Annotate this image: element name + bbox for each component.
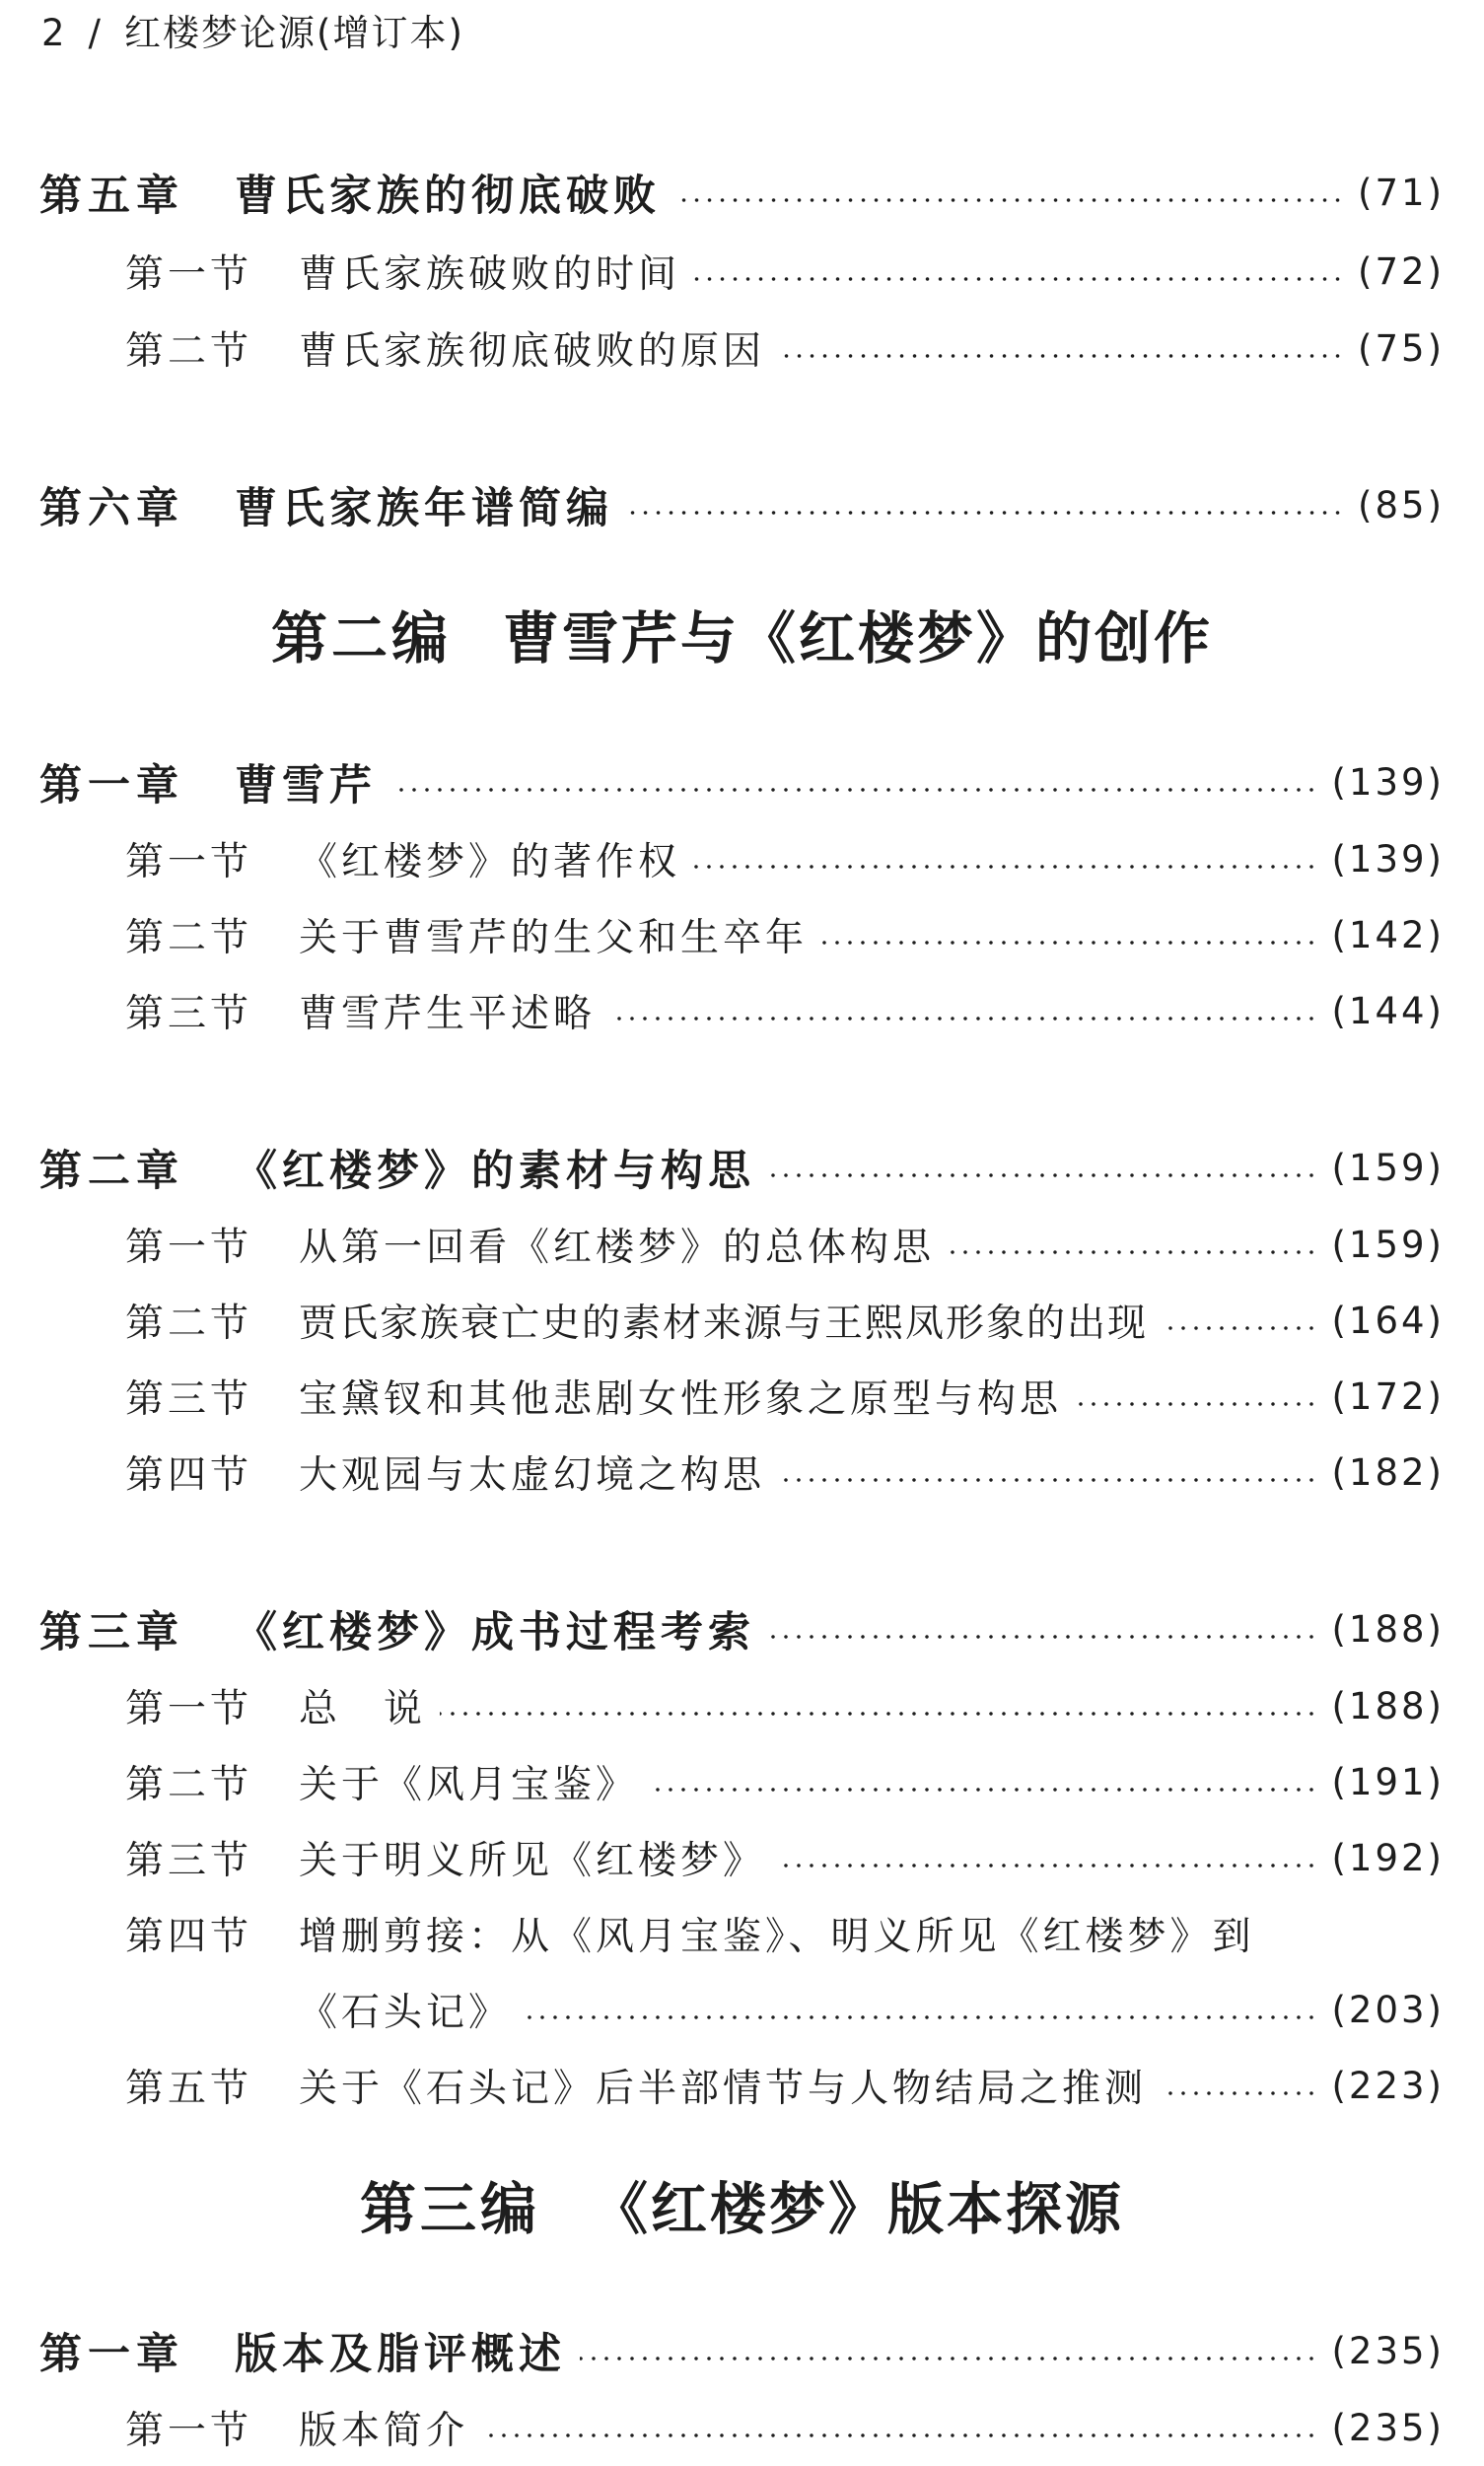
page-ref: (159) bbox=[1331, 1223, 1445, 1266]
page-ref: (235) bbox=[1331, 2406, 1445, 2449]
dot-leader bbox=[390, 788, 1318, 792]
dot-leader bbox=[627, 511, 1344, 515]
section-label: 第二节 bbox=[125, 1302, 253, 1346]
toc-section[interactable] bbox=[125, 1751, 1445, 1812]
page-ref: (144) bbox=[1331, 989, 1445, 1032]
book-title: 红楼梦论源(增订本) bbox=[124, 12, 464, 54]
toc-chapter[interactable] bbox=[39, 1598, 1445, 1659]
page-ref: (142) bbox=[1331, 913, 1445, 956]
section-title: 大观园与太虚幻境之构思 bbox=[299, 1453, 766, 1498]
page-number: 2 bbox=[41, 12, 67, 54]
dot-leader bbox=[482, 2433, 1317, 2437]
section-title: 总 说 bbox=[299, 1687, 427, 1731]
toc-section[interactable] bbox=[125, 1827, 1445, 1888]
dot-leader bbox=[694, 277, 1344, 281]
section-title: 宝黛钗和其他悲剧女性形象之原型与构思 bbox=[299, 1377, 1063, 1422]
page-ref: (85) bbox=[1358, 483, 1445, 527]
toc-section[interactable] bbox=[125, 1442, 1445, 1503]
section-title: 关于曹雪芹的生父和生卒年 bbox=[299, 916, 809, 960]
section-label: 第一节 bbox=[125, 1226, 253, 1270]
page-ref: (139) bbox=[1331, 760, 1445, 804]
section-title: 关于《风月宝鉴》 bbox=[299, 1763, 639, 1807]
part-label: 第三编 bbox=[360, 2177, 540, 2242]
chapter-title: 曹氏家族年谱简编 bbox=[235, 483, 613, 533]
dot-leader bbox=[525, 2015, 1317, 2019]
section-label: 第一节 bbox=[125, 840, 253, 884]
toc-chapter-6[interactable] bbox=[39, 474, 1445, 535]
page-ref: (188) bbox=[1331, 1684, 1445, 1727]
dot-leader bbox=[821, 941, 1317, 945]
section-label: 第一节 bbox=[125, 2409, 253, 2453]
section-title-continuation: 《石头记》 bbox=[299, 1991, 512, 2035]
page-ref: (191) bbox=[1331, 1760, 1445, 1803]
toc-chapter[interactable] bbox=[39, 2320, 1445, 2381]
section-label: 第四节 bbox=[125, 1915, 253, 1959]
section-title: 曹雪芹生平述略 bbox=[299, 992, 597, 1036]
toc-section[interactable] bbox=[125, 1366, 1445, 1427]
chapter-label: 第六章 bbox=[39, 483, 184, 533]
dot-leader bbox=[779, 1864, 1317, 1867]
dot-leader bbox=[674, 198, 1344, 202]
section-label: 第四节 bbox=[125, 1453, 253, 1498]
chapter-label: 第一章 bbox=[39, 2329, 184, 2379]
toc-section[interactable] bbox=[125, 317, 1445, 379]
page-ref: (75) bbox=[1358, 326, 1445, 370]
section-label: 第三节 bbox=[125, 1377, 253, 1422]
header-separator: / bbox=[88, 12, 104, 54]
section-title: 《红楼梦》的著作权 bbox=[299, 840, 681, 884]
dot-leader bbox=[609, 1017, 1317, 1021]
section-title: 从第一回看《红楼梦》的总体构思 bbox=[299, 1226, 936, 1270]
section-label: 第二节 bbox=[125, 916, 253, 960]
chapter-label: 第一章 bbox=[39, 760, 184, 810]
dot-leader bbox=[779, 354, 1344, 358]
running-header bbox=[41, 10, 464, 57]
toc-section[interactable] bbox=[125, 2397, 1445, 2458]
page-ref: (72) bbox=[1358, 249, 1445, 293]
dot-leader bbox=[1162, 1326, 1317, 1330]
page-ref: (235) bbox=[1331, 2329, 1445, 2372]
page-ref: (159) bbox=[1331, 1146, 1445, 1189]
dot-leader bbox=[949, 1250, 1317, 1254]
part-title: 曹雪芹与《红楼梦》的创作 bbox=[503, 606, 1213, 671]
dot-leader bbox=[769, 1635, 1318, 1639]
page-ref: (192) bbox=[1331, 1836, 1445, 1879]
section-title: 关于《石头记》后半部情节与人物结局之推测 bbox=[299, 2067, 1148, 2111]
section-label: 第五节 bbox=[125, 2067, 253, 2111]
toc-section[interactable] bbox=[125, 980, 1445, 1041]
toc-section[interactable] bbox=[125, 904, 1445, 965]
part-title: 《红楼梦》版本探源 bbox=[592, 2177, 1124, 2242]
part-heading-3 bbox=[0, 2172, 1484, 2247]
section-title: 关于明义所见《红楼梦》 bbox=[299, 1839, 766, 1883]
page-ref: (172) bbox=[1331, 1374, 1445, 1418]
toc-section[interactable] bbox=[125, 1290, 1445, 1351]
section-label: 第一节 bbox=[125, 1687, 253, 1731]
section-label: 第三节 bbox=[125, 1839, 253, 1883]
chapter-title: 版本及脂评概述 bbox=[235, 2329, 566, 2379]
section-title: 版本简介 bbox=[299, 2409, 469, 2453]
toc-chapter[interactable] bbox=[39, 1137, 1445, 1198]
toc-section[interactable] bbox=[125, 1214, 1445, 1275]
toc-chapter[interactable] bbox=[39, 751, 1445, 812]
chapter-label: 第三章 bbox=[39, 1607, 184, 1657]
chapter-title: 曹雪芹 bbox=[235, 760, 377, 810]
chapter-title: 《红楼梦》的素材与构思 bbox=[235, 1146, 755, 1196]
toc-section[interactable] bbox=[125, 1903, 1255, 1964]
toc-chapter-5[interactable] bbox=[39, 162, 1445, 223]
chapter-title: 《红楼梦》成书过程考索 bbox=[235, 1607, 755, 1657]
page-ref: (203) bbox=[1331, 1988, 1445, 2031]
section-label: 第一节 bbox=[125, 252, 253, 297]
toc-section[interactable] bbox=[125, 1675, 1445, 1736]
page-ref: (139) bbox=[1331, 837, 1445, 881]
toc-section[interactable] bbox=[125, 2055, 1445, 2116]
section-title: 增删剪接：从《风月宝鉴》、明义所见《红楼梦》到 bbox=[299, 1915, 1255, 1959]
part-label: 第二编 bbox=[271, 606, 452, 671]
section-label: 第二节 bbox=[125, 329, 253, 374]
dot-leader bbox=[580, 2357, 1318, 2360]
page-ref: (164) bbox=[1331, 1299, 1445, 1342]
dot-leader bbox=[1076, 1402, 1317, 1406]
chapter-label: 第五章 bbox=[39, 171, 184, 221]
section-title: 贾氏家族衰亡史的素材来源与王熙凤形象的出现 bbox=[299, 1302, 1149, 1346]
dot-leader bbox=[694, 865, 1317, 869]
page-ref: (188) bbox=[1331, 1607, 1445, 1651]
section-label: 第二节 bbox=[125, 1763, 253, 1807]
toc-section-continuation[interactable] bbox=[299, 1979, 1445, 2040]
part-heading-2 bbox=[0, 601, 1484, 676]
dot-leader bbox=[769, 1173, 1318, 1177]
toc-section[interactable] bbox=[125, 828, 1445, 889]
page-ref: (223) bbox=[1331, 2064, 1445, 2107]
dot-leader bbox=[779, 1478, 1317, 1482]
chapter-label: 第二章 bbox=[39, 1146, 184, 1196]
dot-leader bbox=[652, 1788, 1317, 1792]
section-title: 曹氏家族彻底破败的原因 bbox=[299, 329, 766, 374]
dot-leader bbox=[1161, 2091, 1317, 2095]
section-label: 第三节 bbox=[125, 992, 253, 1036]
section-title: 曹氏家族破败的时间 bbox=[299, 252, 681, 297]
dot-leader bbox=[440, 1712, 1317, 1716]
page-ref: (71) bbox=[1358, 171, 1445, 214]
page-ref: (182) bbox=[1331, 1450, 1445, 1494]
chapter-title: 曹氏家族的彻底破败 bbox=[235, 171, 661, 221]
toc-section[interactable] bbox=[125, 241, 1445, 302]
